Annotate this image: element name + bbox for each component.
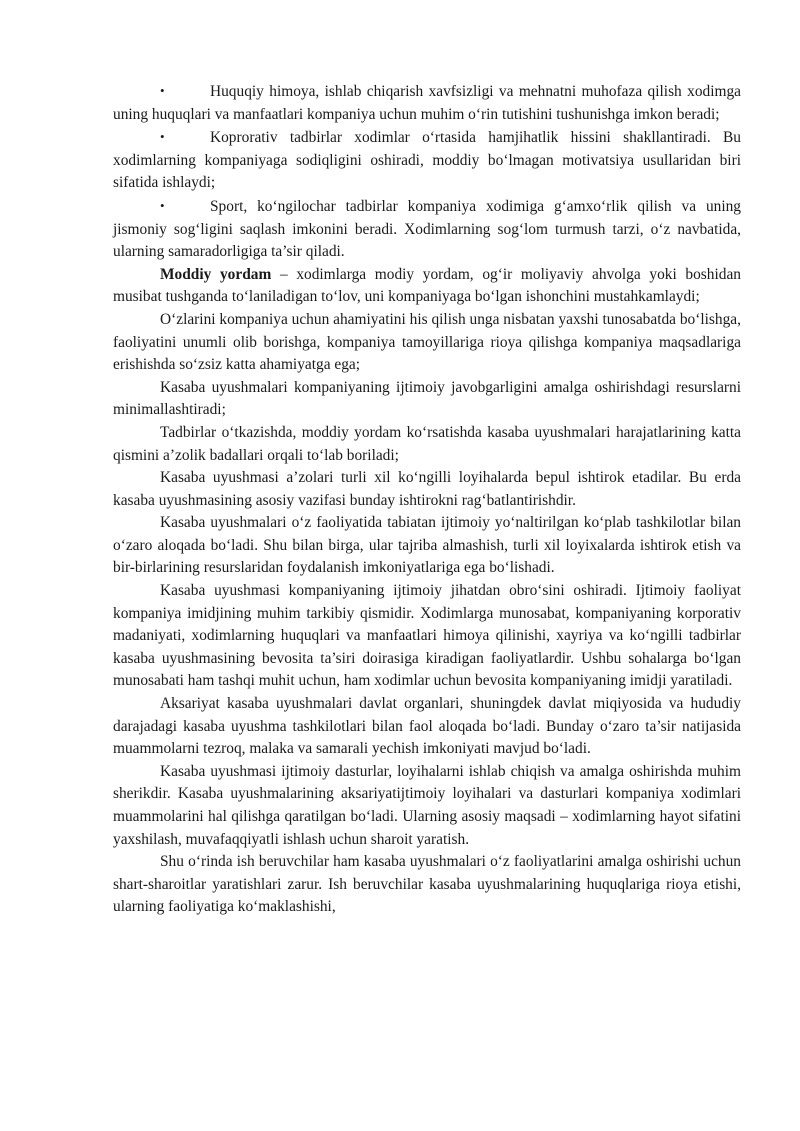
bullet-icon: •	[160, 129, 165, 145]
body-paragraph: Shu o‘rinda ish beruvchilar ham kasaba uyushmalari o‘z faoliyatlarini amalga oshirishi uchun shart-sharoitlar yaratishlari zarur. Ish beruvchilar kasaba uyushmalarining huquqlariga rioya etishi, ularning faoliyatiga ko‘maklashishi,	[113, 853, 741, 916]
body-paragraph: Kasaba uyushmasi ijtimoiy dasturlar, loyihalarni ishlab chiqish va amalga oshirishda muhim sherikdir. Kasaba uyushmalarining aksariyatijtimoiy loyihalari va dasturlari kompaniya xodimlari muammolarini hal qilishga qaratilgan bo‘ladi. Ularning asosiy maqsadi – xodimlarning hayot sifatini yaxshilash, muvafaqqiyatli ishlash uchun sharoit yaratish.	[113, 762, 741, 848]
bullet-icon: •	[160, 83, 165, 98]
bullet-icon: •	[160, 197, 165, 213]
bullet-item	[113, 80, 741, 126]
bullet-text: Huquqiy himoya, ishlab chiqarish xavfsizligi va mehnatni muhofaza qilish xodimga uning huquqlari va manfaatlari kompaniya uchun muhim o‘rin tutishini tushunishga imkon beradi;	[113, 83, 741, 123]
bullet-text: Koprorativ tadbirlar xodimlar o‘rtasida hamjihatlik hissini shakllantiradi. Bu xodimlarning kompaniyaga sodiqligini oshiradi, moddiy bo‘lmagan motivatsiya usullaridan biri sifatida ishlaydi;	[113, 129, 741, 192]
paragraph-text: – xodimlarga modiy yordam, og‘ir moliyaviy ahvolga yoki boshidan musibat tushganda to‘laniladigan to‘lov, uni kompaniyaga bo‘lgan ishonchini mustahkamlaydi;	[113, 265, 741, 306]
body-paragraph: O‘zlarini kompaniya uchun ahamiyatini his qilish unga nisbatan yaxshi tunosabatda bo‘lishga, faoliyatini unumli olib borishga, kompaniya tamoyillariga rioya qilishga kompaniya maqsadlariga erishishda so‘zsiz katta ahamiyatga ega;	[113, 310, 741, 374]
bullet-item	[113, 126, 741, 195]
body-paragraph: Kasaba uyushmalari kompaniyaning ijtimoiy javobgarligini amalga oshirishdagi resurslarni minimallashtiradi;	[113, 378, 741, 419]
body-paragraph: Kasaba uyushmasi a’zolari turli xil ko‘ngilli loyihalarda bepul ishtirok etadilar. Bu erda kasaba uyushmasining asosiy vazifasi bunday ishtirokni rag‘batlantirishdir.	[113, 469, 741, 509]
body-paragraph: Kasaba uyushmalari o‘z faoliyatida tabiatan ijtimoiy yo‘naltirilgan ko‘plab tashkilotlar bilan o‘zaro aloqada bo‘ladi. Shu bilan birga, ular tajriba almashish, turli xil loyixalarda ishtirok etish va bir-birlarining resurslaridan foydalanish imkoniyatlariga ega bo‘lishadi.	[113, 514, 741, 577]
body-paragraph: Tadbirlar o‘tkazishda, moddiy yordam ko‘rsatishda kasaba uyushmalari harajatlarining katta qismini a’zolik badallari orqali to‘lab boriladi;	[113, 423, 741, 464]
body-paragraph: Aksariyat kasaba uyushmalari davlat organlari, shuningdek davlat miqiyosida va hududiy darajadagi kasaba uyushma tashkilotlari bilan faol aloqada bo‘ladi. Bunday o‘zaro ta’sir natijasida muammolarni tezroq, malaka va samarali yechish imkoniyati mavjud bo‘ladi.	[113, 695, 741, 758]
moddiy-yordam-paragraph	[113, 264, 741, 309]
paragraph-lead-term: Moddiy yordam	[160, 265, 272, 283]
document-page	[113, 80, 741, 919]
bullet-item	[113, 195, 741, 264]
bullet-text: Sport, ko‘ngilochar tadbirlar kompaniya xodimiga g‘amxo‘rlik qilish va uning jismoniy sog‘ligini saqlash imkonini beradi. Xodimlarning sog‘lom turmush tarzi, o‘z navbatida, ularning samaradorligiga ta’sir qiladi.	[113, 197, 741, 261]
body-paragraph: Kasaba uyushmasi kompaniyaning ijtimoiy jihatdan obro‘sini oshiradi. Ijtimoiy faoliyat kompaniya imidjining muhim tarkibiy qismidir. Xodimlarga munosabat, kompaniyaning korporativ madaniyati, xodimlarning huquqlari va manfaatlari himoya qilinishi, xayriya va ko‘ngilli tadbirlar kasaba uyushmasining bevosita ta’siri doirasiga kiradigan faoliyatlardir. Ushbu sohalarga bo‘lgan munosabati ham tashqi muhit uchun, ham xodimlar uchun bevosita kompaniyaning imidji yaratiladi.	[113, 582, 741, 690]
